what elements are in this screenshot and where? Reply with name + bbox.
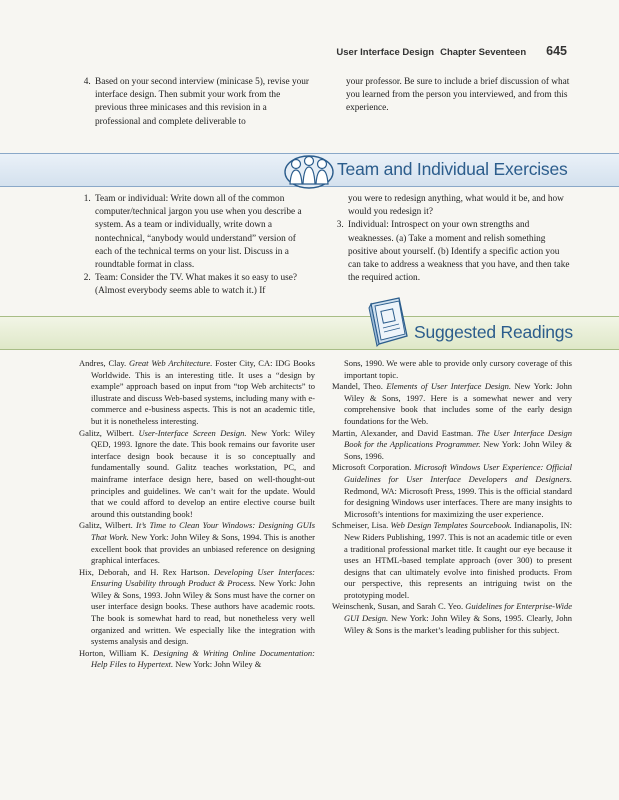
exercises-heading: Team and Individual Exercises [337, 159, 568, 179]
book-icon [365, 296, 413, 348]
running-head [336, 44, 567, 58]
exercise-item-1: 1. Team or individual: Write down all of the common computer/technical jargon you use when you describe a system. As a team or individually, write down a nontechnical, “anybody would understand” version of each of the technical terms on your list. Discuss in a roundtable format in class. [93, 193, 313, 272]
readings-banner [0, 316, 619, 350]
readings-heading: Suggested Readings [414, 322, 573, 342]
reference-item-continued: Sons, 1990. We were able to provide only cursory coverage of this important topic. [344, 358, 572, 380]
chapter-label: Chapter Seventeen [440, 47, 527, 58]
reference-item: Microsoft Corporation. Microsoft Windows User Experience: Official Guidelines for User Interface Developers and Designers. Redmond, WA: Microsoft Press, 1999. This is the official standard for designing Windows user interfaces. There are many insights to Microsoft’s intentions for maximizing the user experience. [332, 462, 572, 519]
exercise-item-2: 2. Team: Consider the TV. What makes it so easy to use? (Almost everybody seems able to watch it.) If [93, 272, 313, 298]
reference-item: Hix, Deborah, and H. Rex Hartson. Developing User Interfaces: Ensuring Usability through Product & Process. New York: John Wiley & Sons, 1993. John Wiley & Sons must have the corner on user interface design books. These authors have academic roots. The book is somewhat hard to read, but nonetheless very well organized and written. We especially like the integration with systems analysis and design. [79, 566, 316, 647]
reference-item: Andres, Clay. Great Web Architecture. Foster City, CA: IDG Books Worldwide. This is an interesting title. It uses a “design by example” approach based on input from “top Web architects” to illustrate and discuss Web-based systems, including many with e-commerce and e-business aspects. This is not an academic title, but it is nonetheless interesting. [79, 358, 315, 426]
reference-item: Galitz, Wilbert. User-Interface Screen Design. New York: Wiley QED, 1993. Ignore the date. This book remains our favorite user interface design book because it is so conceptually and fundamentally sound. Galitz teaches workstation, PC, and mainframe interface design here, based on well-thought-out principles and guidelines. We can’t wait for the update. Would that we could afford to develop an entire elective course built around this outstanding book! [79, 427, 315, 519]
intro-item-4: 4. Based on your second interview (minicase 5), revise your interface design. Then submit your work from the previous three minicases and this revision in a professional and complete deliverable to [93, 76, 311, 129]
page-number: 645 [546, 44, 567, 58]
exercise-item-3: 3. Individual: Introspect on your own strengths and weaknesses. (a) Take a moment and relish something positive about yourself. (b) Identify a specific action you can take to address a weakness that you have, and then take the required action. [346, 219, 574, 285]
reference-item: Mandel, Theo. Elements of User Interface Design. New York: John Wiley & Sons, 1997. Here is a somewhat newer and very comprehensive book that includes some of the early design foundations for the Web. [332, 381, 573, 426]
book-title: User Interface Design [336, 47, 435, 58]
readings-left-column [79, 358, 315, 671]
intro-left-column [79, 76, 311, 129]
reference-item: Weinschenk, Susan, and Sarah C. Yeo. Guidelines for Enterprise-Wide GUI Design. New York: John Wiley & Sons, 1995. Clearly, John Wiley & Sons is the market’s leading publisher for this subject. [332, 601, 572, 635]
readings-right-column [332, 358, 572, 636]
intro-right-column [346, 76, 574, 116]
people-group-icon [283, 150, 335, 190]
reference-item: Schmeiser, Lisa. Web Design Templates Sourcebook. Indianapolis, IN: New Riders Publishing, 1997. This is not an academic title or even a traditional professional market title. It caught our eye because it uses an HTML-based template approach (over 300) to present designs that can ultimately evolve into finished products. From our perspective, this represents an intriguing twist on the prototyping model. [332, 520, 573, 600]
exercise-item-2-continued: you were to redesign anything, what would it be, and how would you redesign it? [348, 194, 564, 218]
exercises-banner [0, 153, 619, 187]
intro-item-4-continued: your professor. Be sure to include a brief discussion of what you learned from the person you interviewed, and from this experience. [346, 77, 570, 114]
exercises-left-column [79, 193, 313, 299]
reference-item: Martin, Alexander, and David Eastman. The User Interface Design Book for the Applications Programmer. New York: John Wiley & Sons, 1996. [332, 427, 573, 461]
reference-item: Horton, William K. Designing & Writing Online Documentation: Help Files to Hypertext. New York: John Wiley & [79, 647, 315, 670]
reference-item: Galitz, Wilbert. It’s Time to Clean Your Windows: Designing GUIs That Work. New York: John Wiley & Sons, 1994. This is another excellent book that provides an unbiased reference on designing graphical interfaces. [79, 520, 315, 566]
exercises-right-column [332, 193, 574, 285]
